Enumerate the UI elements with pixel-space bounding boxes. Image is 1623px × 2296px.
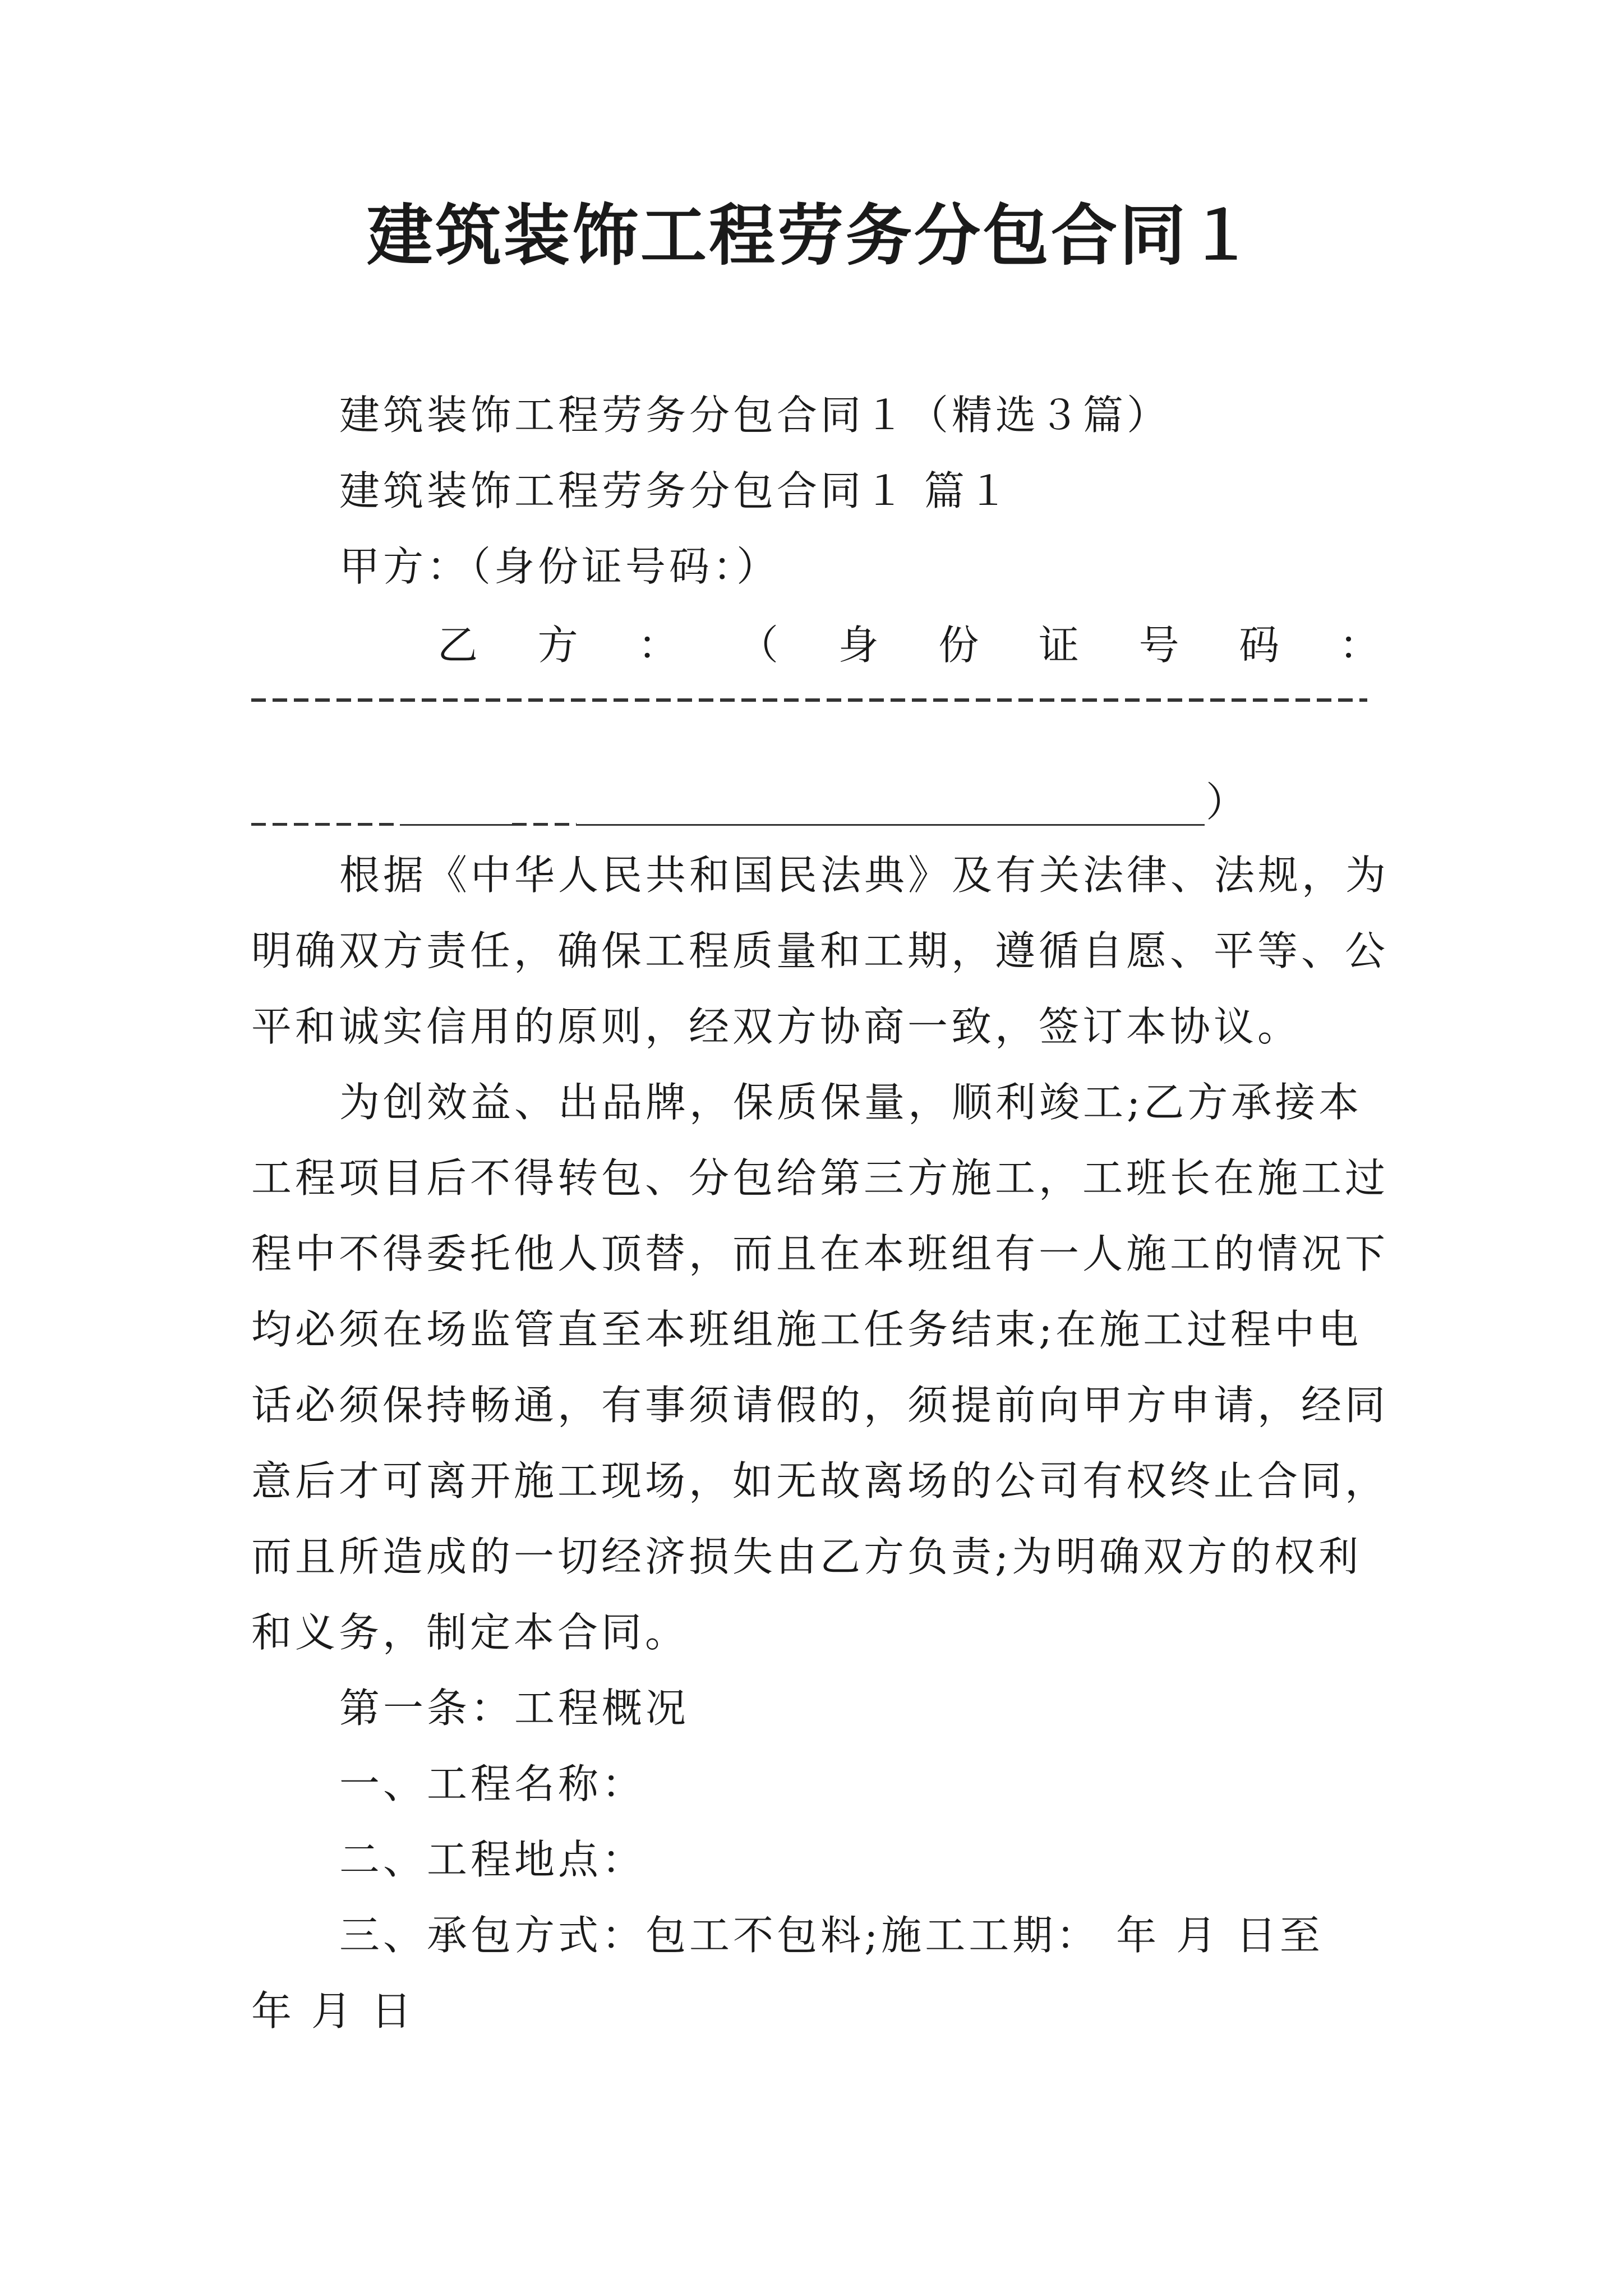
party-b-char: 号: [1138, 622, 1179, 669]
party-b-char: 份: [938, 622, 979, 669]
para2-line: 话必须保持畅通，有事须请假的，须提前向甲方申请，经同: [251, 1382, 1389, 1429]
para2-line: 程中不得委托他人顶替，而且在本班组有一人施工的情况下: [251, 1230, 1389, 1277]
para2-line: 而且所造成的一切经济损失由乙方负责;为明确双方的权利: [251, 1533, 1362, 1580]
blank-underline: [577, 824, 1205, 826]
para1-line: 平和诚实信用的原则，经双方协商一致，签订本协议。: [251, 1003, 1302, 1050]
party-b-char: 证: [1038, 622, 1079, 669]
para2-line: 均必须在场监管直至本班组施工任务结束;在施工过程中电: [251, 1306, 1362, 1353]
signature-dashed-line: [251, 698, 1367, 702]
para2-line: 为创效益、出品牌，保质保量，顺利竣工;乙方承接本: [339, 1079, 1363, 1126]
item-contract-method-cont: 年 月 日: [251, 1987, 415, 2035]
blank-dashes: [251, 823, 400, 826]
article-1-heading: 第一条：工程概况: [339, 1685, 690, 1732]
document-title: 建筑装饰工程劳务分包合同１: [366, 196, 1256, 274]
part-heading: 建筑装饰工程劳务分包合同１ 篇１: [339, 467, 1012, 514]
para1-line: 根据《中华人民共和国民法典》及有关法律、法规，为: [339, 852, 1390, 899]
item-contract-method: 三、承包方式：包工不包料;施工工期： 年 月 日至: [339, 1912, 1324, 1959]
blank-dashes: [512, 823, 577, 826]
para2-line: 意后才可离开施工现场，如无故离场的公司有权终止合同，: [251, 1457, 1389, 1504]
para2-line: 和义务，制定本合同。: [251, 1609, 689, 1656]
item-project-name: 一、工程名称：: [339, 1760, 646, 1807]
subtitle: 建筑装饰工程劳务分包合同１（精选３篇）: [339, 392, 1171, 439]
party-b-char: 方: [537, 622, 578, 669]
party-b-char: 身: [838, 622, 879, 669]
signature-blank-row: [251, 780, 1317, 836]
party-b-char: 乙: [437, 622, 478, 669]
party-b-close-paren: ）: [1206, 779, 1247, 826]
para1-line: 明确双方责任，确保工程质量和工期，遵循自愿、平等、公: [251, 927, 1389, 974]
party-a-line: 甲方：（身份证号码：）: [339, 543, 781, 590]
para2-line: 工程项目后不得转包、分包给第三方施工，工班长在施工过: [251, 1154, 1389, 1202]
blank-underline: [400, 824, 512, 826]
item-project-location: 二、工程地点：: [339, 1836, 646, 1883]
party-b-char: 码: [1239, 622, 1280, 669]
party-b-char: （: [737, 622, 778, 669]
party-b-char: ：: [1339, 622, 1380, 669]
party-b-line: [437, 617, 1380, 673]
party-b-char: ：: [638, 622, 679, 669]
